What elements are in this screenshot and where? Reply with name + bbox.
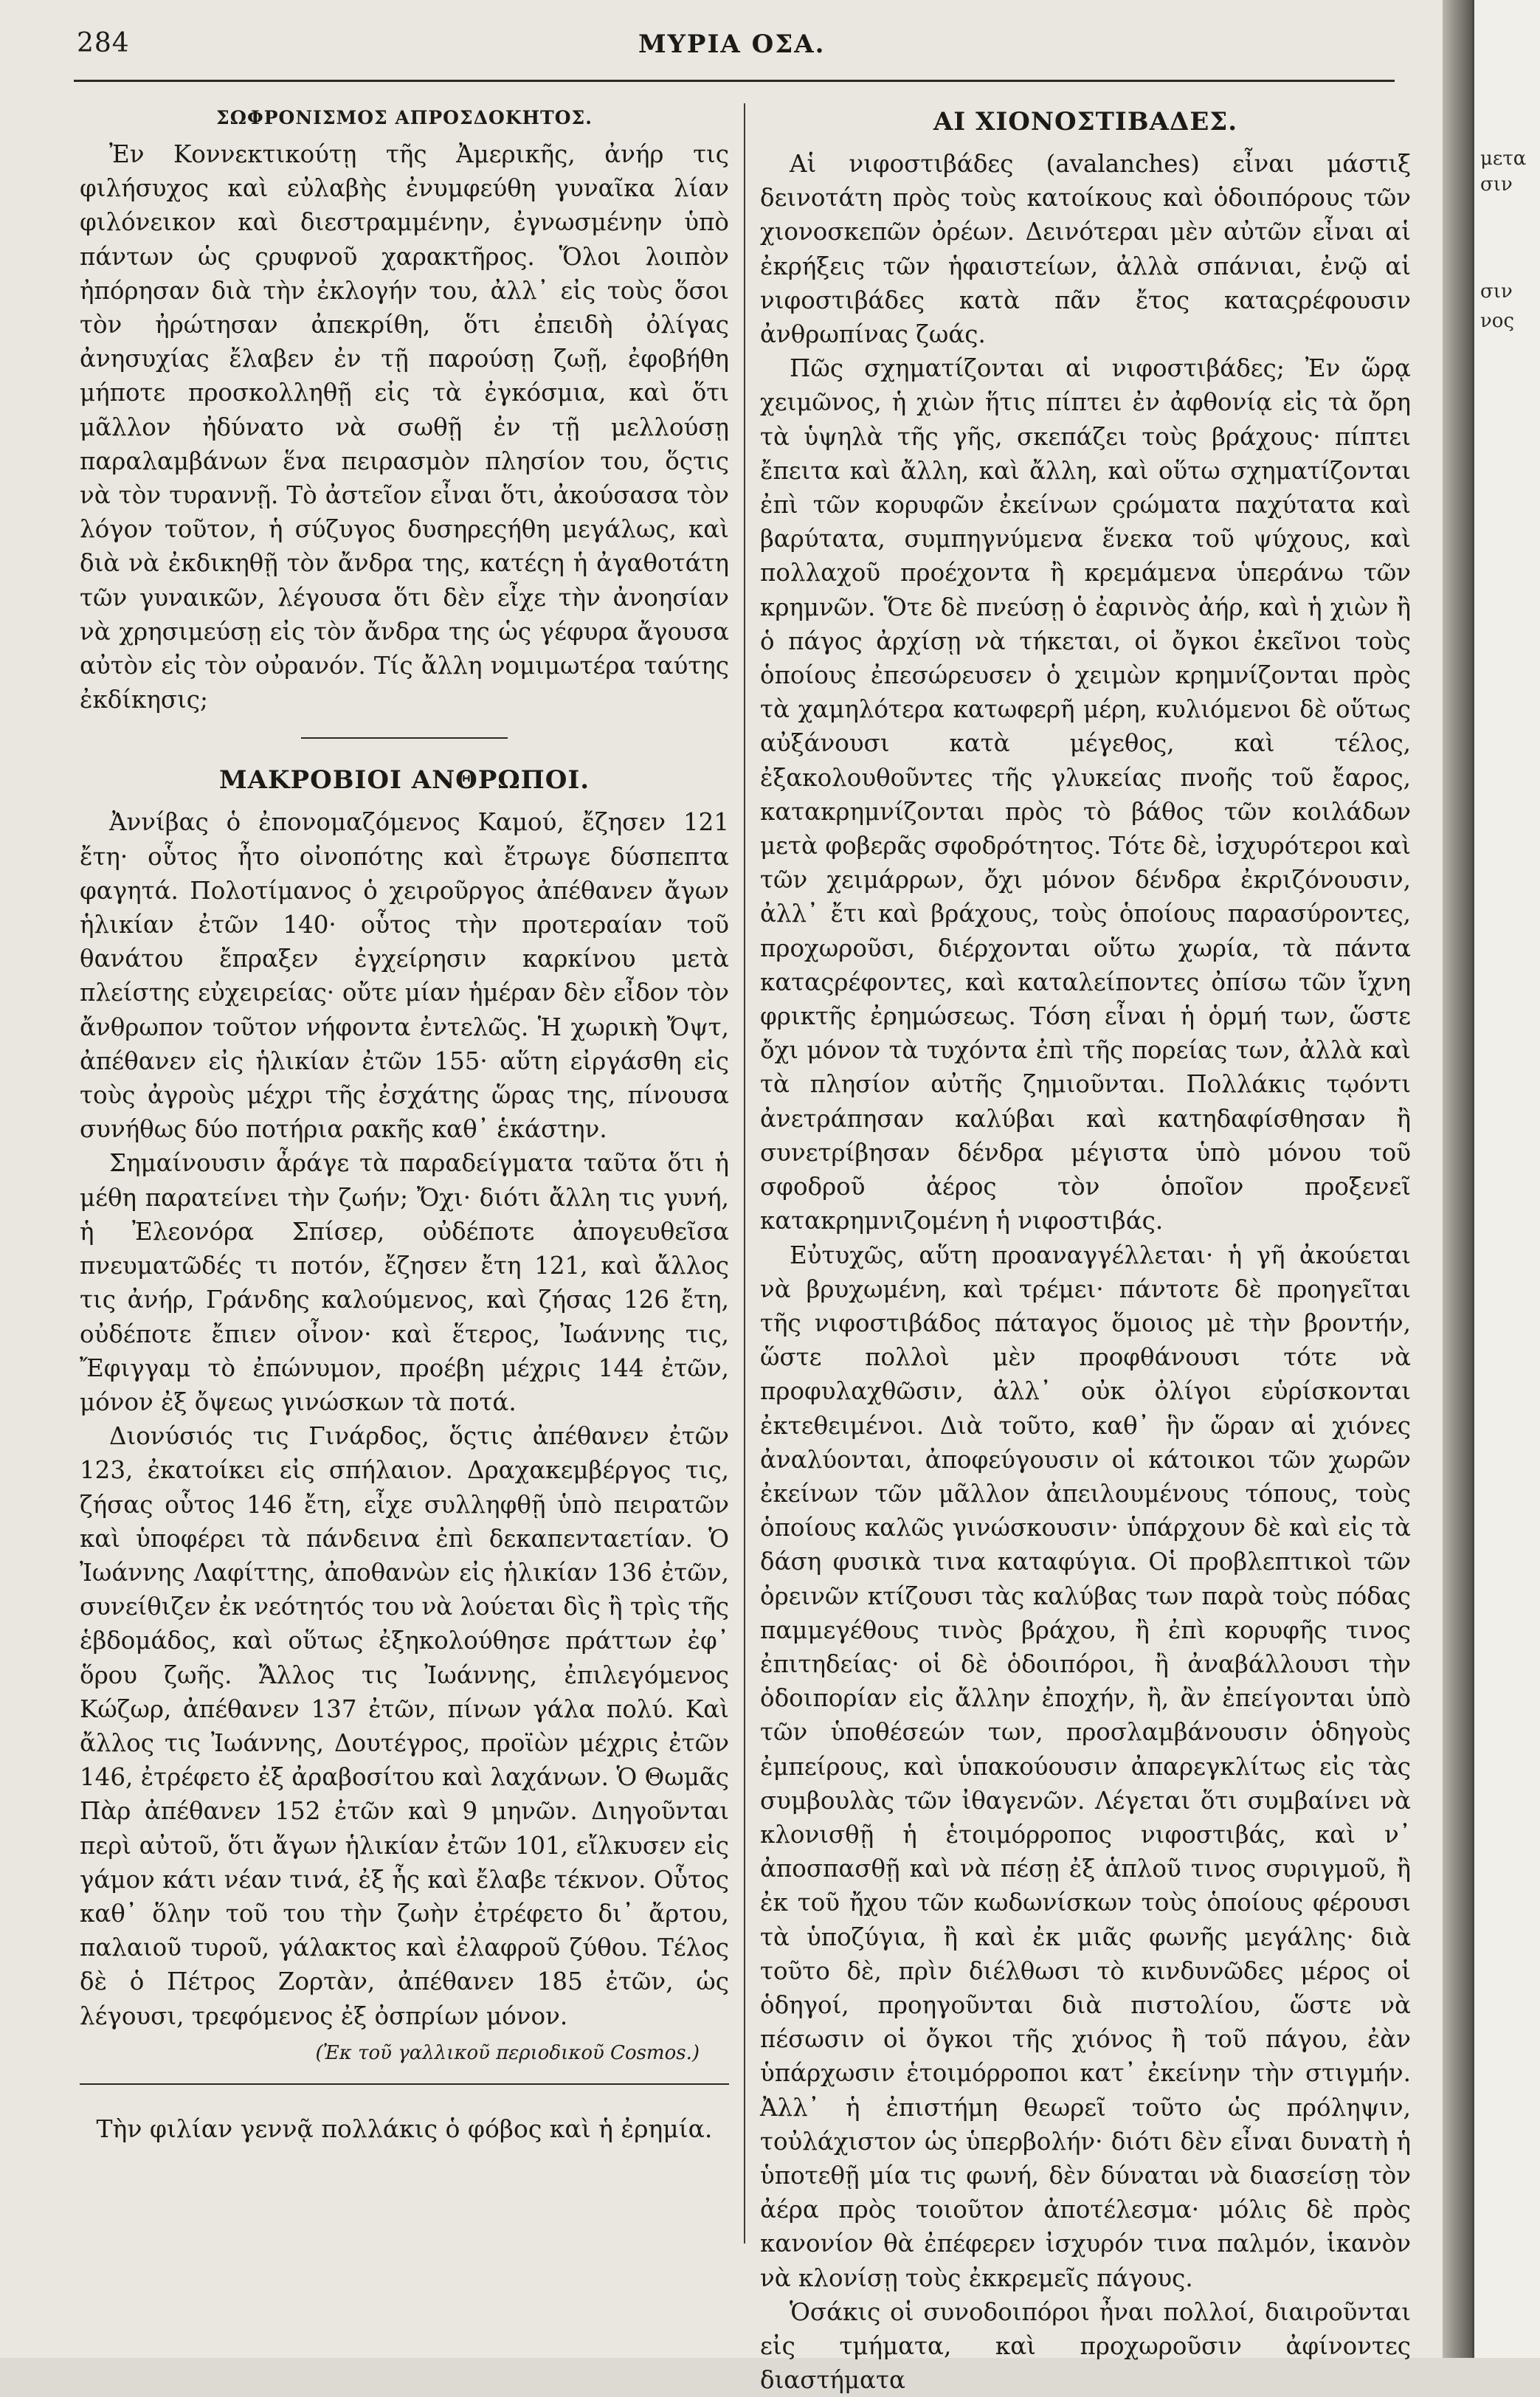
right-column <box>760 107 1411 2397</box>
article-paragraph: Ἀννίβας ὁ ἐπονομαζόμενος Καμού, ἔζησεν 121 ἔτη· οὗτος ἦτο οἰνοπότης καὶ ἔτρωγε δύσπεπτα φαγητά. Πολοτίμανος ὁ χειροῦργος ἀπέθανεν ἄγων ἡλικίαν ἐτῶν 140· οὗτος τὴν προτεραίαν τοῦ θανάτου ἔπραξεν ἐγχείρησιν καρκίνου μετὰ πλείστης εὐχειρείας· οὔτε μίαν ἡμέραν δὲν εἶδον τὸν ἄνθρωπον τοῦτον νήφοντα ἐντελῶς. Ἡ χωρικὴ Ὄψτ, ἀπέθανεν εἰς ἡλικίαν ἐτῶν 155· αὕτη εἰργάσθη εἰς τοὺς ἀγροὺς μέχρι τῆς ἐσχάτης ὥρας της, πίνουσα συνήθως δύο ποτήρια ρακῆς καθ᾽ ἑκάστην. <box>80 808 729 1144</box>
article-paragraph: Πῶς σχηματίζονται αἱ νιφοστιβάδες; Ἐν ὥρᾳ χειμῶνος, ἡ χιὼν ἥτις πίπτει ἐν ἀφθονίᾳ εἰς τὰ ὄρη τὰ ὑψηλὰ τῆς γῆς, σκεπάζει τοὺς βράχους· πίπτει ἔπειτα καὶ ἄλλη, καὶ ἄλλη, καὶ οὕτω σχηματίζονται ἐπὶ τῶν κορυφῶν ἐκείνων ςρώματα παχύτατα καὶ βαρύτατα, συμπηγνύμενα ἕνεκα τοῦ ψύχους, καὶ πολλαχοῦ προέχοντα ἢ κρεμάμενα ὑπεράνω τῶν κρημνῶν. Ὅτε δὲ πνεύσῃ ὁ ἐαρινὸς ἀήρ, καὶ ἡ χιὼν ἢ ὁ πάγος ἀρχίσῃ νὰ τήκεται, οἱ ὄγκοι ἐκεῖνοι τοὺς ὁποίους ἐπεσώρευσεν ὁ χειμὼν κρημνίζονται πρὸς τὰ χαμηλότερα κατωφερῆ μέρη, κυλιόμενοι δὲ οὕτως αὐξάνουσι κατὰ μέγεθος, καὶ τέλος, ἐξακολουθοῦντες τῆς γλυκείας πνοῆς τοῦ ἔαρος, κατακρημνίζονται πρὸς τὸ βάθος τῶν κοιλάδων μετὰ φοβερᾶς σφοδρότητος. Τότε δὲ, ἰσχυρότεροι καὶ τῶν χειμάρρων, ὄχι μόνον δένδρα ἐκριζόνουσιν, ἀλλ᾽ ἔτι καὶ βράχους, τοὺς ὁποίους παρασύροντες, προχωροῦσι, διέρχονται οὕτω χωρία, τὰ πάντα καταςρέφοντες, καὶ καταλείποντες ὀπίσω τῶν ἴχνη φρικτῆς ἐρημώσεως. Τόση εἶναι ἡ ὁρμή των, ὥστε ὄχι μόνον τὰ τυχόντα ἐπὶ τῆς πορείας των, ἀλλὰ καὶ τὰ πλησίον αὐτῆς ζημιοῦνται. Πολλάκις τῳόντι ἀνετράπησαν καλύβαι καὶ κατηδαφίσθησαν ἢ συνετρίβησαν δένδρα μέγιστα ὑπὸ μόνου τοῦ σφοδροῦ ἀέρος τὸν ὁποῖον προξενεῖ κατακρημνιζομένη ἡ νιφοστιβάς. <box>760 354 1411 1235</box>
adjacent-text-fragment: σιν <box>1480 280 1513 303</box>
article-paragraph: Αἱ νιφοστιβάδες (avalanches) εἶναι μάστιξ δεινοτάτη πρὸς τοὺς κατοίκους καὶ ὁδοιπόρους τῶν χιονοσκεπῶν ὀρέων. Δεινότεραι μὲν αὐτῶν εἶναι αἱ ἐκρήξεις τῶν ἡφαιστείων, ἀλλὰ σπάνιαι, ἐνῷ αἱ νιφοστιβάδες κατὰ πᾶν ἔτος καταςρέφουσιν ἀνθρωπίνας ζωάς. <box>760 150 1411 349</box>
adjacent-page-strip <box>1472 0 1540 2358</box>
maxim: Τὴν φιλίαν γεννᾷ πολλάκις ὁ φόβος καὶ ἡ ἐρημία. <box>96 2114 713 2143</box>
column-divider <box>744 103 745 2243</box>
article-paragraph: Σημαίνουσιν ἆράγε τὰ παραδείγματα ταῦτα ὅτι ἡ μέθη παρατείνει τὴν ζωήν; Ὄχι· διότι ἄλλη τις γυνή, ἡ Ἐλεονόρα Σπίσερ, οὐδέποτε ἀπογευθεῖσα πνευματῶδές τι ποτόν, ἔζησεν ἔτη 121, καὶ ἄλλος τις ἀνήρ, Γράνδης καλούμενος, καὶ ζήσας 126 ἔτη, οὐδέποτε ἔπιεν οἶνον· καὶ ἕτερος, Ἰωάννης τις, Ἔφιγγαμ τὸ ἐπώνυμον, προέβη μέχρις 144 ἐτῶν, μόνον ἐξ ὄψεως γινώσκων τὰ ποτά. <box>80 1149 729 1416</box>
section-separator <box>301 737 508 739</box>
article-title-makrovioi: ΜΑΚΡΟΒΙΟΙ ΑΝΘΡΩΠΟΙ. <box>218 765 590 796</box>
article-paragraph: Ἐν Κοννεκτικούτῃ τῆς Ἀμερικῆς, ἀνήρ τις φιλήσυχος καὶ εὐλαβὴς ἐνυμφεύθη γυναῖκα λίαν φιλόνεικον καὶ διεστραμμένην, ἐγνωσμένην ὑπὸ πάντων ὡς ςρυφνοῦ χαρακτῆρος. Ὅλοι λοιπὸν ἠπόρησαν διὰ τὴν ἐκλογήν του, ἀλλ᾽ εἰς τοὺς ὅσοι τὸν ἠρώτησαν ἀπεκρίθη, ὅτι ἐπειδὴ ὀλίγας ἀνησυχίας ἔλαβεν ἐν τῇ παρούσῃ ζωῇ, ἐφοβήθη μήποτε προσκολληθῇ εἰς τὰ ἐγκόσμια, καὶ ὅτι μᾶλλον ἠδύνατο νὰ σωθῇ ἐν τῇ μελλούσῃ παραλαμβάνων ἕνα πειρασμὸν πλησίον του, ὅςτις νὰ τὸν τυραννῇ. Τὸ ἀστεῖον εἶναι ὅτι, ἀκούσασα τὸν λόγον τοῦτον, ἡ σύζυγος δυσηρεςήθη μεγάλως, καὶ διὰ νὰ ἐκδικηθῇ τὸν ἄνδρα της, κατέςη ἡ ἀγαθοτάτη τῶν γυναικῶν, λέγουσα ὅτι δὲν εἶχε τὴν ἀνοησίαν νὰ χρησιμεύσῃ εἰς τὸν ἄνδρα της ὡς γέφυρα ἄγουσα αὐτὸν εἰς τὸν οὐρανόν. Τίς ἄλλη νομιμωτέρα ταύτης ἐκδίκησις; <box>80 140 729 714</box>
header-rule <box>74 80 1395 82</box>
running-title: ΜΥΡΙΑ ΟΣΑ. <box>638 30 826 59</box>
binding-shadow <box>1443 0 1472 2358</box>
article-title-nifostivades: ΑΙ ΧΙΟΝΟΣΤΙΒΑΔΕΣ. <box>933 107 1238 137</box>
page-number: 284 <box>77 28 130 58</box>
section-separator <box>80 2083 729 2085</box>
adjacent-text-fragment: νος <box>1480 310 1515 332</box>
adjacent-text-fragment: σιν <box>1480 173 1513 196</box>
article-paragraph: Διονύσιός τις Γινάρδος, ὅςτις ἀπέθανεν ἐτῶν 123, ἐκατοίκει εἰς σπήλαιον. Δραχακεμβέργος τις, ζήσας οὗτος 146 ἔτη, εἶχε συλληφθῇ ὑπὸ πειρατῶν καὶ ὑποφέρει τὰ πάνδεινα ἐπὶ δεκαπενταετίαν. Ὁ Ἰωάννης Λαφίττης, ἀποθανὼν εἰς ἡλικίαν 136 ἐτῶν, συνείθιζεν ἐκ νεότητός του νὰ λούεται δὶς ἢ τρὶς τῆς ἑβδομάδος, καὶ οὕτως ἐξηκολούθησε πράττων ἐφ᾽ ὅρου ζωῆς. Ἄλλος τις Ἰωάννης, ἐπιλεγόμενος Κώζωρ, ἀπέθανεν 137 ἐτῶν, πίνων γάλα πολύ. Καὶ ἄλλος τις Ἰωάννης, Δουτέγρος, προϊὼν μέχρις ἐτῶν 146, ἐτρέφετο ἐξ ἀραβοσίτου καὶ λαχάνων. Ὁ Θωμᾶς Πὰρ ἀπέθανεν 152 ἐτῶν καὶ 9 μηνῶν. Διηγοῦνται περὶ αὐτοῦ, ὅτι ἄγων ἡλικίαν ἐτῶν 101, εἴλκυσεν εἰς γάμον κάτι νέαν τινά, ἐξ ἧς καὶ ἔλαβε τέκνον. Οὗτος καθ᾽ ὅλην τοῦ του τὴν ζωὴν ἐτρέφετο δι᾽ ἄρτου, παλαιοῦ τυροῦ, γάλακτος καὶ ἐλαφροῦ ζύθου. Τέλος δὲ ὁ Πέτρος Ζορτὰν, ἀπέθανεν 185 ἐτῶν, ὡς λέγουσι, τρεφόμενος ἐξ ὀσπρίων μόνον. <box>80 1422 729 2030</box>
article-source: (Ἐκ τοῦ γαλλικοῦ περιοδικοῦ Cosmos.) <box>315 2041 700 2064</box>
article-paragraph: Ὁσάκις οἱ συνοδοιπόροι ἦναι πολλοί, διαιροῦνται εἰς τμήματα, καὶ προχωροῦσιν ἀφίνοντες διαστήματα <box>760 2297 1411 2395</box>
article-title-sofronismos: ΣΩΦΡΟΝΙΣΜΟΣ ΑΠΡΟΣΔΟΚΗΤΟΣ. <box>216 107 593 128</box>
article-paragraph: Εὐτυχῶς, αὕτη προαναγγέλλεται· ἡ γῆ ἀκούεται νὰ βρυχωμένη, καὶ τρέμει· πάντοτε δὲ προηγεῖται τῆς νιφοστιβάδος πάταγος ὅμοιος μὲ τὴν βροντήν, ὥστε πολλοὶ μὲν προφθάνουσι τότε νὰ προφυλαχθῶσιν, ἀλλ᾽ οὐκ ὀλίγοι εὑρίσκονται ἐκτεθειμένοι. Διὰ τοῦτο, καθ᾽ ἣν ὥραν αἱ χιόνες ἀναλύονται, ἀποφεύγουσιν οἱ κάτοικοι τῶν χωρῶν ἐκείνων τῶν μᾶλλον ἀπειλουμένους τόπους, τοὺς ὁποίους καλῶς γινώσκουσιν· ὑπάρχουν δὲ καὶ εἰς τὰ δάση φυσικὰ τινα καταφύγια. Οἱ προβλεπτικοὶ τῶν ὀρεινῶν κτίζουσι τὰς καλύβας των παρὰ τοὺς πόδας παμμεγέθους τινὸς βράχου, ἢ ἐπὶ κορυφῆς τινος ἐπιτηδείας· οἱ δὲ ὁδοιπόροι, ἢ ἀναβάλλουσι τὴν ὁδοιπορίαν εἰς ἄλλην ἐποχήν, ἢ, ἂν ἐπείγονται ὑπὸ τῶν ὑποθέσεών των, προσλαμβάνουσιν ὁδηγοὺς ἐμπείρους, καὶ ὑπακούουσιν ἀπαρεγκλίτως εἰς τὰς συμβουλὰς τῶν ἰθαγενῶν. Λέγεται ὅτι συμβαίνει νὰ κλονισθῇ ἡ ἑτοιμόρροπος νιφοστιβάς, καὶ ν᾽ ἀποσπασθῇ καὶ νὰ πέσῃ ἐξ ἁπλοῦ τινος συριγμοῦ, ἢ ἐκ τοῦ ἤχου τῶν κωδωνίσκων τοὺς ὁποίους φέρουσι τὰ ὑποζύγια, ἢ καὶ ἐκ μιᾶς φωνῆς μεγάλης· διὰ τοῦτο δὲ, πρὶν διέλθωσι τὸ κινδυνῶδες μέρος οἱ ὁδηγοί, προηγοῦνται διὰ πιστολίου, ὥστε νὰ πέσωσιν οἱ ὄγκοι τῆς χιόνος ἢ τοῦ πάγου, ἐὰν ὑπάρχωσιν ἑτοιμόρροποι κατ᾽ ἐκείνην τὴν στιγμήν. Ἀλλ᾽ ἡ ἐπιστήμη θεωρεῖ τοῦτο ὡς πρόληψιν, τοὐλάχιστον ὡς ὑπερβολήν· διότι δὲν εἶναι δυνατὴ ἡ ὑποτεθῇ μία τις φωνή, δὲν δύναται νὰ διασείσῃ τὸν ἀέρα πρὸς τοιοῦτον ἀποτέλεσμα· μόλις δὲ πρὸς κανονίον θὰ ἐπέφερεν ἰσχυρόν τινα παλμόν, ἱκανὸν νὰ κλονίσῃ τοὺς ἐκκρεμεῖς πάγους. <box>760 1241 1411 2292</box>
left-column <box>80 107 729 2143</box>
adjacent-text-fragment: μετα <box>1480 148 1527 170</box>
